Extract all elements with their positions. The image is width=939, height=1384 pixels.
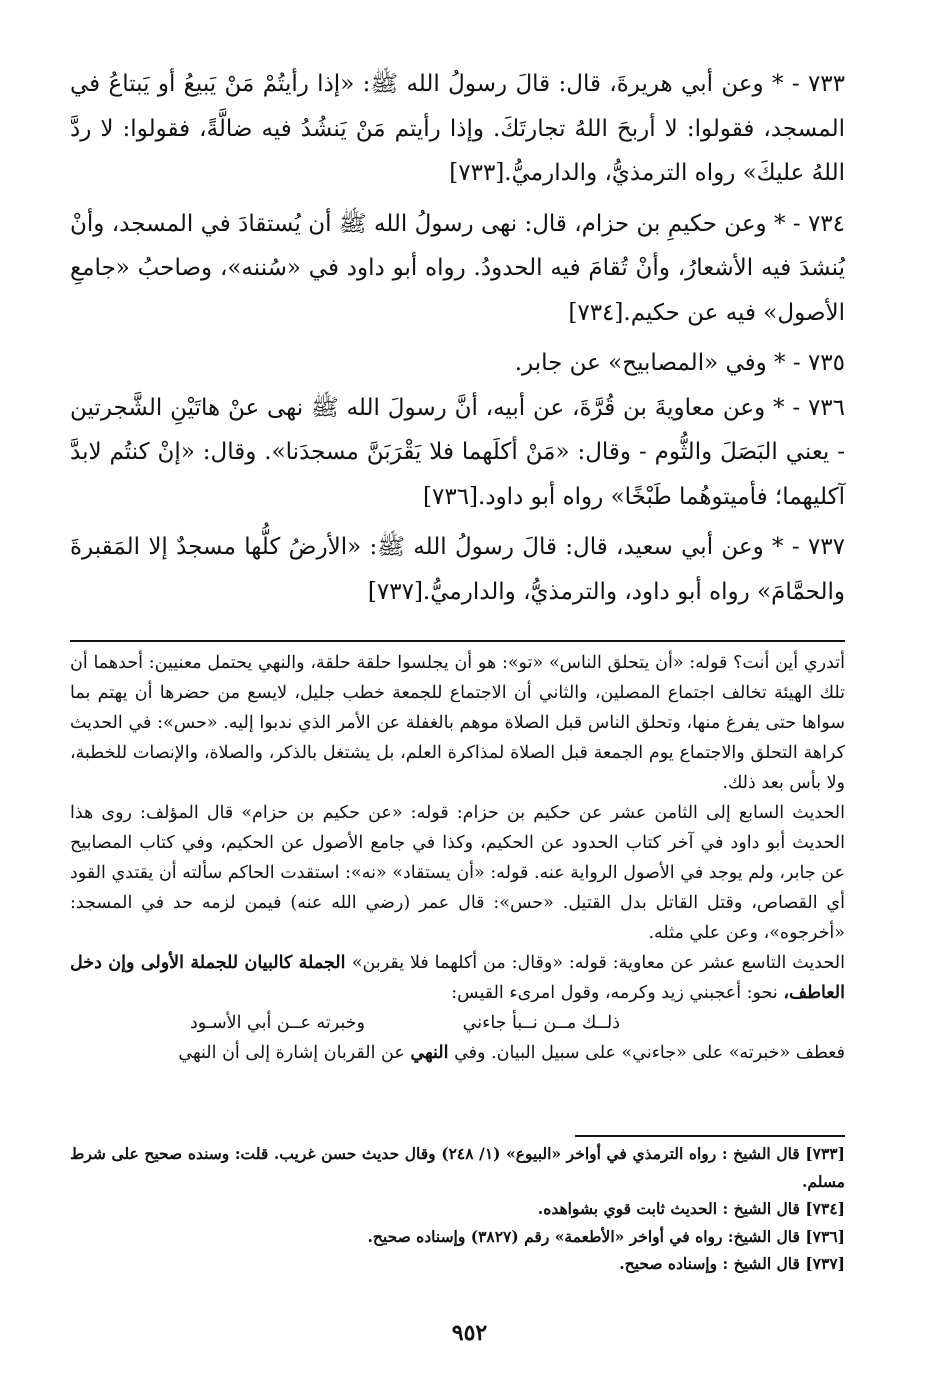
hadith-733: ٧٣٣ - * وعن أبي هريرةَ، قال: قالَ رسولُ الله ﷺ: «إذا رأيتُمْ مَنْ يَبيعُ أو يَبتاعُ في المسجد، فقولوا: لا أربحَ اللهُ تجارتَكَ. وإذا رأيتم مَنْ يَنشُدُ فيه ضالَّةً، فقولوا: لا ردَّ اللهُ عليكَ» رواه الترمذيُّ، والدارميُّ.[٧٣٣]	[70, 71, 845, 186]
commentary-text: فعطف «خبرته» على «جاءني» على سبيل البيان. وفي	[448, 1043, 845, 1063]
commentary-text: الحديث التاسع عشر عن معاوية: قوله: «وقال: من أكلهما فلا يقربن»	[351, 953, 845, 973]
hadith-734: ٧٣٤ - * وعن حكيمِ بن حزام، قال: نهى رسولُ الله ﷺ أن يُستقادَ في المسجد، وأنْ يُنشدَ فيه الأشعارُ، وأنْ تُقامَ فيه الحدودُ. رواه أبو داود في «سُننه»، وصاحبُ «جامعِ الأصول» فيه عن حكيم.[٧٣٤]	[70, 210, 845, 326]
commentary-text: عن القربان إشارة إلى أن النهي	[178, 1043, 411, 1063]
commentary-paragraph: أتدري أين أنت؟ قوله: «أن يتحلق الناس» «تو»: هو أن يجلسوا حلقة حلقة، والنهي يحتمل معنيين: أحدهما أن تلك الهيئة تخالف اجتماع المصلين، والثاني أن الاجتماع للجمعة خطب جليل، لايسع من حضرها أن يهتم بما سواها حتى يفرغ منها، وتحلق الناس قبل الصلاة موهم بالغفلة عن الأمر الذي ندبوا إليه. «حس»: في الحديث كراهة التحلق والاجتماع يوم الجمعة قبل الصلاة لمذاكرة العلم، بل يشتغل بالذكر، والصلاة، والإنصات للخطبة، ولا بأس بعد ذلك.	[70, 653, 845, 793]
hadith-735: ٧٣٥ - * وفي «المصابيح» عن جابر.	[514, 350, 845, 376]
commentary-text: نحو: أعجبني زيد وكرمه، وقول امرىء القيس:	[451, 983, 784, 1003]
hadith-section	[70, 62, 845, 620]
footnote-737: [٧٣٧] قال الشيخ : وإسناده صحيح.	[619, 1254, 845, 1273]
hadith-736: ٧٣٦ - * وعن معاويةَ بن قُرَّةَ، عن أبيه، أنَّ رسولَ الله ﷺ نهى عنْ هاتَيْنِ الشَّجرتين - يعني البَصَلَ والثُّوم - وقال: «مَنْ أكلَهما فلا يَقْرَبَنَّ مسجدَنا». وقال: «إنْ كنتُم لابدَّ آكليهما؛ فأميتوهُما طَبْخًا» رواه أبو داود.[٧٣٦]	[70, 394, 845, 510]
page-number: ٩٥٢	[451, 1320, 488, 1346]
verse-second-hemistich: وخبرته عــن أبي الأسـود	[190, 1013, 365, 1033]
footnote-734: [٧٣٤] قال الشيخ : الحديث ثابت قوي بشواهده.	[537, 1199, 845, 1218]
section-divider	[70, 640, 845, 642]
poetry-verse	[70, 1008, 845, 1038]
commentary-paragraph	[70, 1038, 845, 1068]
commentary-emphasis: الجملة كالبيان للجملة الأولى وإن دخل العاطف،	[70, 953, 845, 1003]
verse-first-hemistich: ذلــك مــن نــبأ جاءني	[462, 1013, 620, 1033]
commentary-paragraph	[70, 948, 845, 1008]
footnote-736: [٧٣٦] قال الشيخ: رواه في أواخر «الأطعمة» رقم (٣٨٢٧) وإسناده صحيح.	[367, 1226, 845, 1246]
hadith-737: ٧٣٧ - * وعن أبي سعيد، قال: قالَ رسولُ الله ﷺ: «الأرضُ كلُّها مسجدٌ إلا المَقبرةَ والحمَّامَ» رواه أبو داود، والترمذيُّ، والدارميُّ.[٧٣٧]	[70, 534, 845, 605]
commentary-section	[70, 648, 845, 1068]
footnote-733: [٧٣٣] قال الشيخ : رواه الترمذي في أواخر «البيوع» (١/ ٢٤٨) وقال حديث حسن غريب. قلت: وسنده صحيح على شرط مسلم.	[70, 1144, 845, 1191]
footnote-divider	[575, 1135, 845, 1137]
commentary-paragraph: الحديث السابع إلى الثامن عشر عن حكيم بن حزام: قوله: «عن حكيم بن حزام» قال المؤلف: روى هذا الحديث أبو داود في آخر كتاب الحدود عن الحكيم، وكذا في جامع الأصول عن الحكيم، وفي كتاب المصابيح عن جابر، ولم يوجد في الأصول الرواية عنه. قوله: «أن يستقاد» «نه»: استقدت الحاكم سألته أن يقتدي القود أي القصاص، وقتل القاتل بدل القتيل. «حس»: قال عمر (رضي الله عنه) فيمن لزمه حد في المسجد: «أخرجوه»، وعن علي مثله.	[70, 803, 845, 943]
commentary-emphasis: النهي	[410, 1043, 449, 1063]
footnotes-section	[70, 1140, 845, 1278]
